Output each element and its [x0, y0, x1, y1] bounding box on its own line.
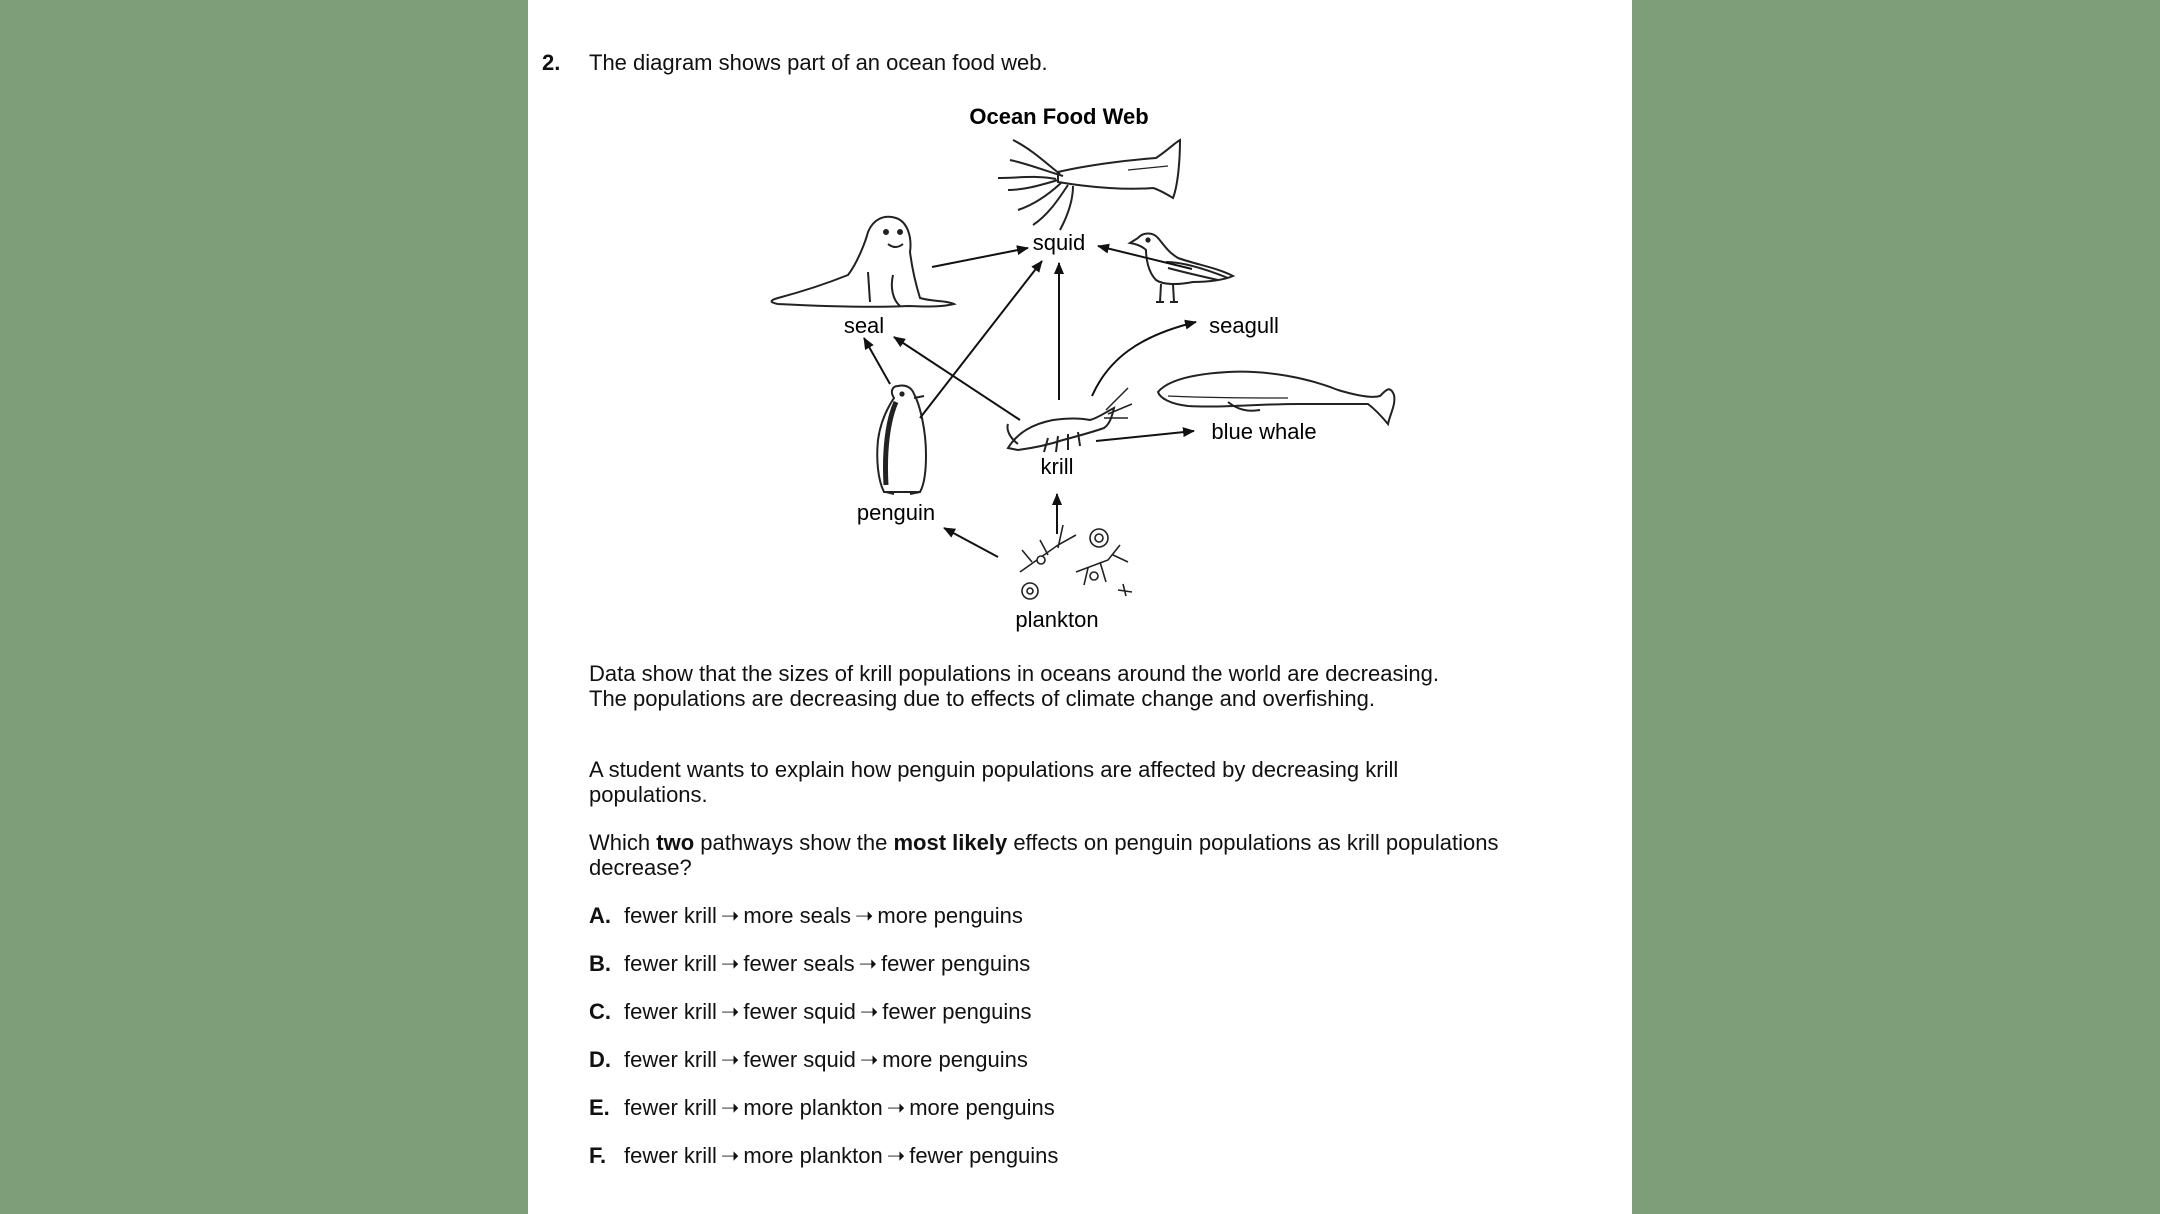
answer-choice-a[interactable] — [589, 903, 1023, 929]
student-context-paragraph — [589, 757, 1599, 807]
paragraph2-line1: A student wants to explain how penguin populations are affected by decreasing krill — [589, 757, 1399, 782]
right-arrow-icon: ➝ — [720, 903, 740, 928]
prompt-part1: Which — [589, 830, 657, 855]
prompt-bold-most-likely: most likely — [893, 830, 1008, 855]
prompt-bold-two: two — [656, 830, 695, 855]
choice-letter: E. — [589, 1095, 610, 1120]
choice-step2: more plankton — [743, 1095, 883, 1120]
choice-letter: F. — [589, 1143, 607, 1168]
right-arrow-icon: ➝ — [859, 999, 879, 1024]
choice-step3: more penguins — [877, 903, 1023, 928]
paragraph1-line1: Data show that the sizes of krill populations in oceans around the world are decreasing. — [589, 661, 1439, 686]
right-arrow-icon: ➝ — [720, 1143, 740, 1168]
choice-letter: D. — [589, 1047, 611, 1072]
choice-step2: more plankton — [743, 1143, 883, 1168]
prompt-part2: pathways show the — [694, 830, 894, 855]
paragraph1-line2: The populations are decreasing due to effects of climate change and overfishing. — [589, 686, 1375, 711]
question-prompt — [589, 830, 1599, 880]
right-arrow-icon: ➝ — [720, 999, 740, 1024]
right-arrow-icon: ➝ — [886, 1143, 906, 1168]
choice-letter: A. — [589, 903, 611, 928]
krill-decline-paragraph — [589, 661, 1599, 711]
choice-step3: more penguins — [882, 1047, 1028, 1072]
choice-step1: fewer krill — [624, 1143, 717, 1168]
paragraph2-line2: populations. — [589, 782, 708, 807]
food-web-diagram — [528, 0, 1632, 640]
arrow-plankton-to-penguin — [944, 528, 998, 557]
answer-choice-b[interactable] — [589, 951, 1030, 977]
choice-step2: fewer squid — [743, 1047, 856, 1072]
label-penguin: penguin — [856, 500, 936, 525]
choice-step1: fewer krill — [624, 1095, 717, 1120]
penguin-icon — [877, 385, 926, 494]
label-seal: seal — [843, 313, 885, 338]
choice-step1: fewer krill — [624, 951, 717, 976]
label-squid: squid — [1032, 230, 1086, 255]
label-krill: krill — [1040, 454, 1074, 479]
question-stem: The diagram shows part of an ocean food web. — [589, 50, 1048, 75]
label-plankton: plankton — [1015, 607, 1099, 632]
answer-choice-f[interactable] — [589, 1143, 1058, 1169]
choice-step1: fewer krill — [624, 903, 717, 928]
choice-step3: fewer penguins — [881, 951, 1031, 976]
answer-choice-d[interactable] — [589, 1047, 1028, 1073]
right-arrow-icon: ➝ — [720, 951, 740, 976]
seal-icon — [772, 217, 954, 307]
choice-step2: more seals — [743, 903, 851, 928]
choice-step2: fewer seals — [743, 951, 855, 976]
prompt-part3: effects on penguin populations as krill populations — [1007, 830, 1499, 855]
choice-step3: fewer penguins — [882, 999, 1032, 1024]
right-arrow-icon: ➝ — [858, 951, 878, 976]
right-arrow-icon: ➝ — [859, 1047, 879, 1072]
right-arrow-icon: ➝ — [886, 1095, 906, 1120]
diagram-title: Ocean Food Web — [969, 104, 1149, 129]
prompt-line1 — [589, 830, 1599, 855]
seagull-icon — [1130, 234, 1233, 303]
choice-step3: fewer penguins — [909, 1143, 1059, 1168]
choice-step3: more penguins — [909, 1095, 1055, 1120]
squid-icon — [998, 140, 1180, 230]
choice-step1: fewer krill — [624, 1047, 717, 1072]
blue-whale-icon — [1158, 372, 1394, 424]
choice-letter: B. — [589, 951, 611, 976]
right-arrow-icon: ➝ — [720, 1095, 740, 1120]
arrow-penguin-to-seal — [864, 338, 890, 384]
arrow-krill-to-blue-whale — [1096, 431, 1194, 441]
answer-choice-e[interactable] — [589, 1095, 1055, 1121]
label-seagull: seagull — [1209, 313, 1279, 338]
question-number: 2. — [542, 50, 561, 75]
right-arrow-icon: ➝ — [720, 1047, 740, 1072]
answer-choice-c[interactable] — [589, 999, 1032, 1025]
choice-step1: fewer krill — [624, 999, 717, 1024]
prompt-line2: decrease? — [589, 855, 692, 880]
choice-step2: fewer squid — [743, 999, 856, 1024]
plankton-icon — [1020, 525, 1132, 599]
krill-icon — [1007, 388, 1132, 452]
right-arrow-icon: ➝ — [854, 903, 874, 928]
label-blue-whale: blue whale — [1211, 419, 1317, 444]
arrow-seal-to-squid — [932, 248, 1028, 267]
worksheet-page — [528, 0, 1632, 1214]
choice-letter: C. — [589, 999, 611, 1024]
